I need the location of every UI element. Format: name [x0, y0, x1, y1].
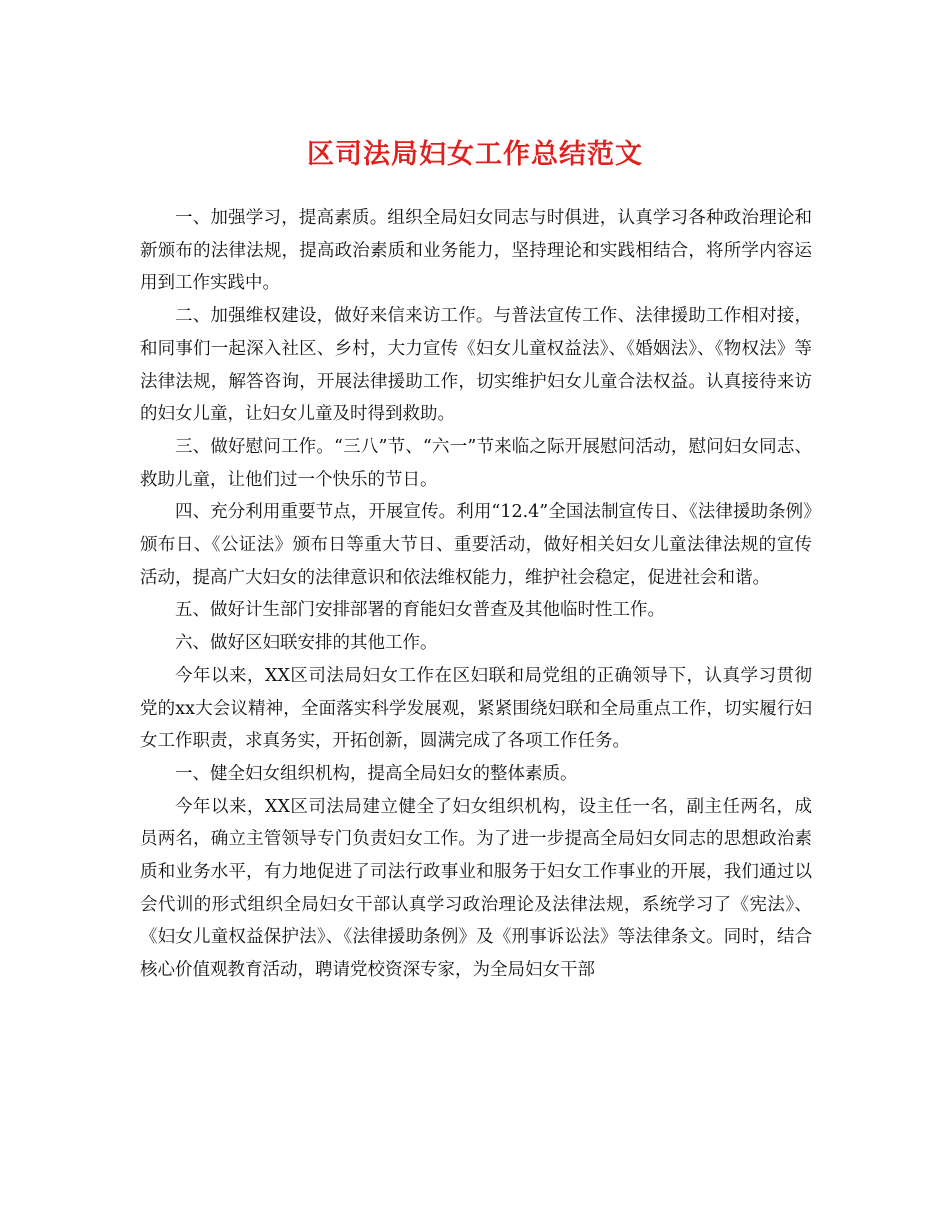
paragraph-1: 一、加强学习，提高素质。组织全局妇女同志与时俱进，认真学习各种政治理论和新颁布的法律法规，提高政治素质和业务能力，坚持理论和实践相结合，将所学内容运用到工作实践中。	[140, 208, 812, 294]
paragraph-6: 六、做好区妇联安排的其他工作。	[175, 633, 438, 654]
paragraph-7: 今年以来，XX区司法局妇女工作在区妇联和局党组的正确领导下，认真学习贯彻党的xx大会议精神，全面落实科学发展观，紧紧围绕妇联和全局重点工作，切实履行妇女工作职责，求真务实，开拓创新，圆满完成了各项工作任务。	[140, 665, 812, 752]
paragraph-9: 今年以来，XX区司法局建立健全了妇女组织机构，设主任一名，副主任两名，成员两名，确立主管领导专门负责妇女工作。为了进一步提高全局妇女同志的思想政治素质和业务水平，有力地促进了司法行政事业和服务于妇女工作事业的开展，我们通过以会代训的形式组织全局妇女干部认真学习政治理论及法律法规，系统学习了《宪法》、《妇女儿童权益保护法》、《法律援助条例》及《刑事诉讼法》等法律条文。同时，结合核心价值观教育活动，聘请党校资深专家，为全局妇女干部	[140, 796, 812, 981]
paragraph-4: 四、充分利用重要节点，开展宣传。利用“12.4”全国法制宣传日、《法律援助条例》颁布日、《公证法》颁布日等重大节日、重要活动，做好相关妇女儿童法律法规的宣传活动，提高广大妇女的法律意识和依法维权能力，维护社会稳定，促进社会和谐。	[140, 502, 812, 588]
paragraph-2: 二、加强维权建设，做好来信来访工作。与普法宣传工作、法律援助工作相对接，和同事们一起深入社区、乡村，大力宣传《妇女儿童权益法》、《婚姻法》、《物权法》等法律法规，解答咨询，开展法律援助工作，切实维护妇女儿童合法权益。认真接待来访的妇女儿童，让妇女儿童及时得到救助。	[140, 306, 812, 425]
paragraph-8: 一、健全妇女组织机构，提高全局妇女的整体素质。	[175, 763, 578, 784]
paragraph-3: 三、做好慰问工作。“三八”节、“六一”节来临之际开展慰问活动，慰问妇女同志、救助儿童，让他们过一个快乐的节日。	[140, 436, 812, 490]
document-title: 区司法局妇女工作总结范文	[307, 139, 643, 170]
paragraph-5: 五、做好计生部门安排部署的育能妇女普查及其他临时性工作。	[175, 600, 665, 621]
document-body	[140, 202, 812, 987]
